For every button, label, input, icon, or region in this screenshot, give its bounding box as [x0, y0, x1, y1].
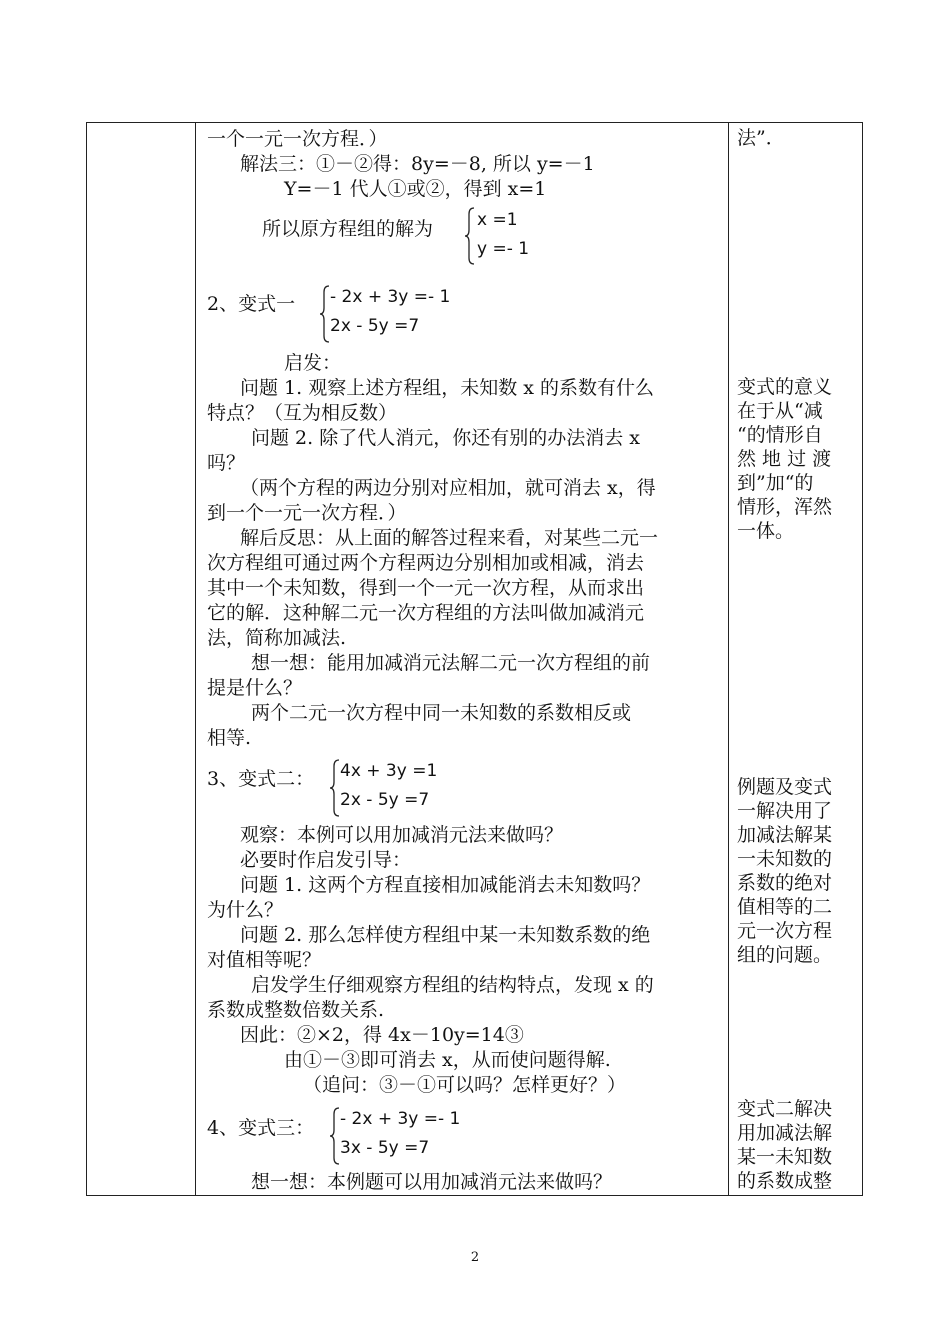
text-line: 启发： — [284, 352, 342, 374]
text-line: 吗？ — [207, 452, 246, 474]
text-line: 问题 1. 这两个方程直接相加减能消去未知数吗？ — [240, 874, 651, 896]
equation-1: - 2x + 3y =- 1 — [330, 287, 451, 307]
text-line: 由①－③即可消去 x，从而使问题得解. — [284, 1049, 611, 1071]
note-line: 一未知数的 — [737, 848, 833, 870]
equation-2: 2x - 5y =7 — [340, 790, 430, 810]
text-line: 问题 2. 除了代人消元，你还有别的办法消去 x — [251, 427, 640, 449]
equation-2: y =- 1 — [477, 239, 530, 259]
note-line: 系数的绝对 — [737, 872, 833, 894]
text-line: 相等. — [207, 727, 252, 749]
note-line: 值相等的二 — [737, 896, 833, 918]
equation-1: - 2x + 3y =- 1 — [340, 1109, 461, 1129]
note-line: 例题及变式 — [737, 776, 833, 798]
text-line: 所以原方程组的解为 — [262, 218, 434, 240]
text-line: 对值相等呢？ — [207, 949, 322, 971]
text-line: 问题 2. 那么怎样使方程组中某一未知数系数的绝 — [240, 924, 651, 946]
brace-icon — [330, 758, 340, 818]
text-line: 特点？（互为相反数） — [207, 402, 398, 424]
note-line: 然 地 过 渡 — [737, 448, 832, 470]
note-line: 用加减法解 — [737, 1122, 833, 1144]
note-line: 法”． — [737, 127, 785, 149]
equation-1: x =1 — [477, 210, 518, 230]
text-line: 必要时作启发引导： — [240, 849, 412, 871]
note-line: 变式二解决 — [737, 1098, 833, 1120]
text-line: 解后反思：从上面的解答过程来看，对某些二元一 — [240, 527, 659, 549]
variant-2-equation-system — [330, 758, 460, 818]
note-line: 情形，浑然 — [737, 496, 833, 518]
variant-3-label: 4、变式三： — [207, 1117, 315, 1139]
note-line: 某一未知数 — [737, 1146, 833, 1168]
text-line: 次方程组可通过两个方程两边分别相加或相减，消去 — [207, 552, 645, 574]
note-line: 加减法解某 — [737, 824, 833, 846]
brace-icon — [465, 206, 475, 266]
text-line: 问题 1. 观察上述方程组，未知数 x 的系数有什么 — [240, 377, 655, 399]
text-line: 为什么？ — [207, 899, 284, 921]
text-line: 因此：②×2，得 4x－10y=14③ — [240, 1024, 524, 1046]
equation-1: 4x + 3y =1 — [340, 761, 438, 781]
text-line: 两个二元一次方程中同一未知数的系数相反或 — [251, 702, 632, 724]
note-line: 一解决用了 — [737, 800, 833, 822]
note-line: 组的问题。 — [737, 944, 833, 966]
text-line: 它的解．这种解二元一次方程组的方法叫做加减消元 — [207, 602, 645, 624]
text-line: 想一想：本例题可以用加减消元法来做吗？ — [251, 1171, 613, 1193]
brace-icon — [320, 284, 330, 344]
text-line: 系数成整数倍数关系. — [207, 999, 385, 1021]
note-line: “的情形自 — [737, 424, 823, 446]
note-line: 变式的意义 — [737, 376, 833, 398]
note-line: 一体。 — [737, 520, 795, 542]
brace-icon — [330, 1106, 340, 1166]
note-line: 到”加“的 — [737, 472, 814, 494]
text-line: 到一个一元一次方程．） — [207, 502, 407, 524]
text-line: 启发学生仔细观察方程组的结构特点，发现 x 的 — [251, 974, 654, 996]
text-line: 其中一个未知数，得到一个一元一次方程，从而求出 — [207, 577, 645, 599]
note-line: 的系数成整 — [737, 1170, 833, 1192]
text-line: 提是什么？ — [207, 677, 303, 699]
note-line: 元一次方程 — [737, 920, 833, 942]
text-line: 想一想：能用加减消元法解二元一次方程组的前 — [251, 652, 651, 674]
column-divider-1 — [195, 123, 196, 1195]
variant-2-label: 3、变式二： — [207, 768, 315, 790]
text-line: （两个方程的两边分别对应相加，就可消去 x，得 — [240, 477, 656, 499]
column-divider-2 — [728, 123, 729, 1195]
variant-3-equation-system — [330, 1106, 470, 1166]
text-line: 观察：本例可以用加减消元法来做吗？ — [240, 824, 564, 846]
text-line: 一个一元一次方程．） — [207, 128, 388, 150]
solution-equation-system — [465, 206, 585, 266]
text-line: 解法三：①－②得：8y=－8, 所以 y=－1 — [240, 153, 595, 175]
text-line: Y=－1 代人①或②，得到 x=1 — [284, 178, 547, 200]
variant-1-equation-system — [320, 284, 460, 344]
equation-2: 3x - 5y =7 — [340, 1138, 430, 1158]
page-number: 2 — [470, 1250, 480, 1265]
note-line: 在于从“减 — [737, 400, 823, 422]
equation-2: 2x - 5y =7 — [330, 316, 420, 336]
text-line: （追问：③－①可以吗？怎样更好？） — [303, 1074, 627, 1096]
variant-1-label: 2、变式一 — [207, 293, 296, 315]
text-line: 法，简称加减法. — [207, 627, 347, 649]
